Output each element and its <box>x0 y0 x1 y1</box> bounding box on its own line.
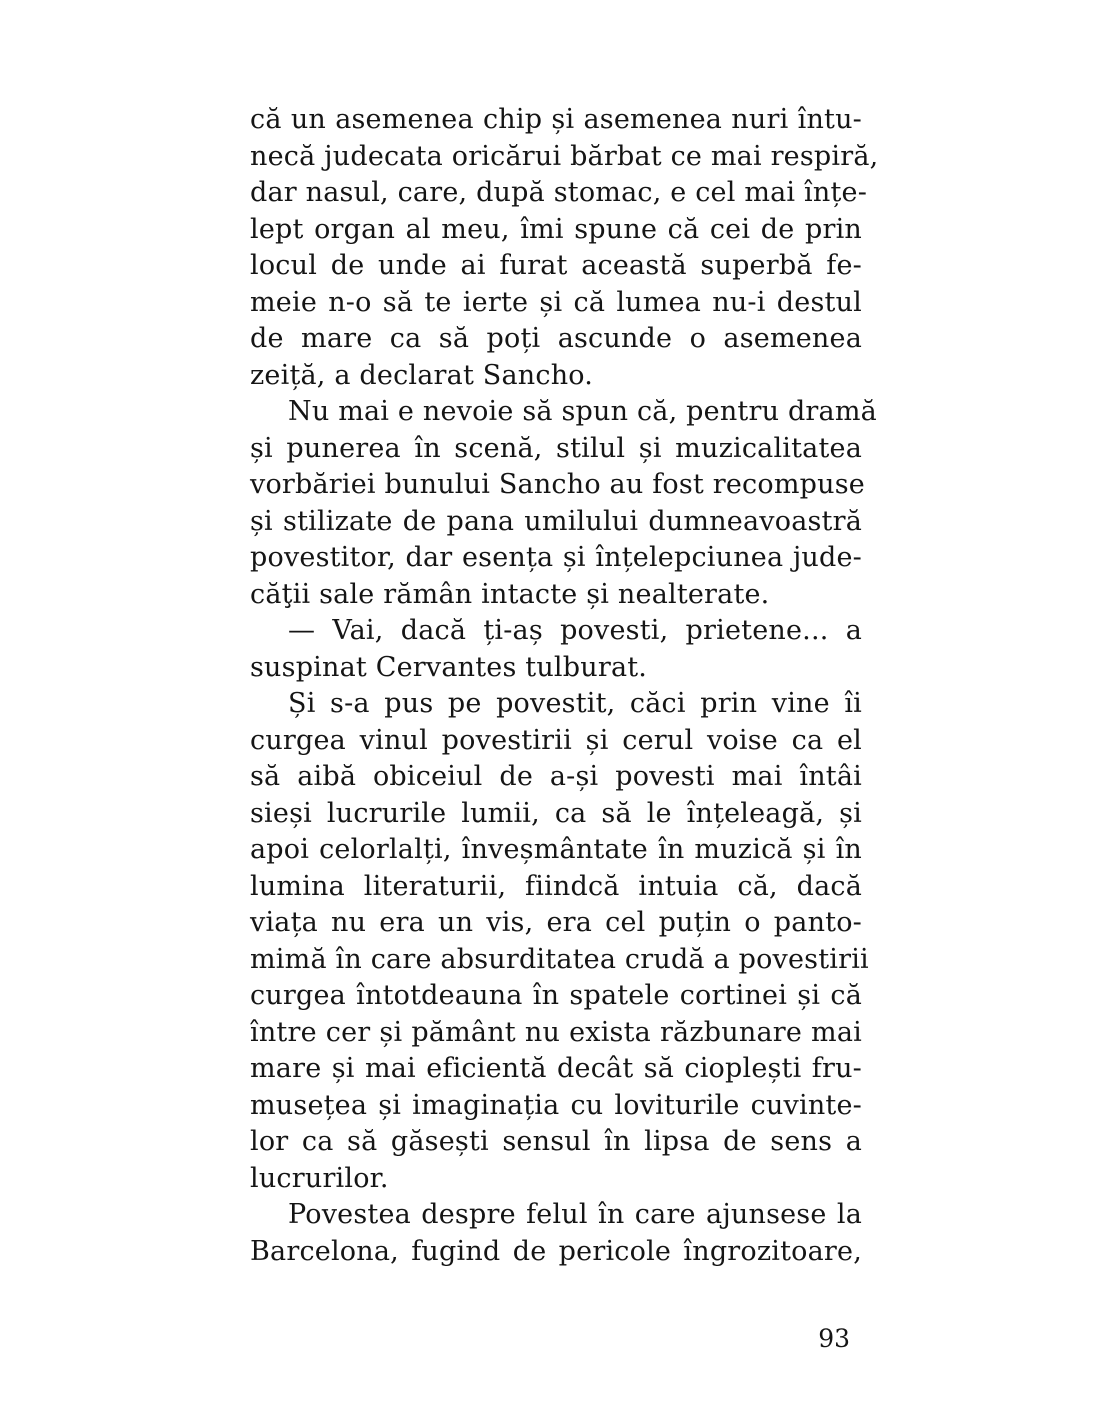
text-line: curgea vinul povestirii și cerul voise ca el <box>250 724 862 756</box>
page-number: 93 <box>818 1324 850 1353</box>
text-line: și stilizate de pana umilului dumneavoastră <box>250 505 862 537</box>
text-line: dar nasul, care, după stomac, e cel mai înțe- <box>250 177 868 208</box>
text-line: sieși lucrurile lumii, ca să le înțeleagă, și <box>250 797 862 829</box>
text-line: mare și mai eficientă decât să cioplești fru- <box>250 1053 862 1084</box>
paragraph <box>250 394 877 613</box>
paragraph <box>250 102 879 394</box>
text-line: — Vai, dacă ți-aș povesti, prietene... a <box>288 615 862 646</box>
text-line: curgea întotdeauna în spatele cortinei și că <box>250 980 862 1011</box>
text-line: zeiță, a declarat Sancho. <box>250 359 594 391</box>
text-line: Barcelona, fugind de pericole îngrozitoare, <box>250 1235 862 1267</box>
text-line: de mare ca să poți ascunde o asemenea <box>250 323 862 354</box>
text-line: mimă în care absurditatea crudă a povestirii <box>250 943 869 975</box>
text-line: lucrurilor. <box>250 1162 389 1194</box>
body-text <box>250 102 879 1270</box>
text-line: necă judecata oricărui bărbat ce mai respiră, <box>250 140 879 172</box>
text-line: să aibă obiceiul de a-și povesti mai întâi <box>250 761 862 792</box>
text-line: suspinat Cervantes tulburat. <box>250 651 648 683</box>
text-line: locul de unde ai furat această superbă fe- <box>250 250 862 281</box>
text-line: lor ca să găsești sensul în lipsa de sens a <box>250 1126 862 1157</box>
text-line: apoi celorlalți, înveșmântate în muzică și în <box>250 834 862 865</box>
text-line: Nu mai e nevoie să spun că, pentru dramă <box>288 396 877 427</box>
paragraph <box>250 1197 862 1270</box>
text-line: lumina literaturii, fiindcă intuia că, dacă <box>250 870 862 902</box>
text-line: vorbăriei bunului Sancho au fost recompuse <box>250 469 865 500</box>
text-line: meie n-o să te ierte și că lumea nu-i destul <box>250 286 862 318</box>
text-line: Și s-a pus pe povestit, căci prin vine îi <box>288 688 862 719</box>
text-line: căţii sale rămân intacte și nealterate. <box>250 578 770 610</box>
text-line: și punerea în scenă, stilul și muzicalitatea <box>250 432 862 464</box>
text-line: că un asemenea chip și asemenea nuri întu- <box>250 104 862 135</box>
text-line: Povestea despre felul în care ajunsese la <box>288 1199 862 1230</box>
paragraph <box>250 613 862 686</box>
text-line: musețea și imaginația cu loviturile cuvinte- <box>250 1089 862 1121</box>
text-line: povestitor, dar esența și înțelepciunea jude- <box>250 542 862 573</box>
text-line: lept organ al meu, îmi spune că cei de prin <box>250 213 862 245</box>
paragraph <box>250 686 869 1197</box>
text-line: viața nu era un vis, era cel puțin o panto- <box>250 907 862 938</box>
text-line: între cer și pământ nu exista răzbunare mai <box>250 1016 862 1048</box>
